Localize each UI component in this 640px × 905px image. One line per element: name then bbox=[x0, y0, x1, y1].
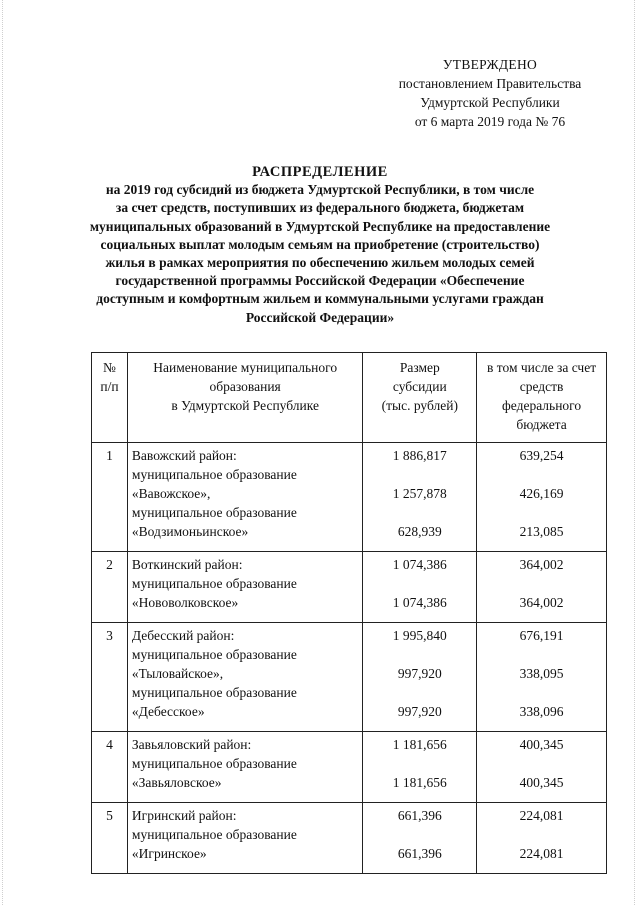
heading-line: социальных выплат молодым семьям на приобретение (строительство) bbox=[100, 236, 540, 252]
heading-line: на 2019 год субсидий из бюджета Удмуртской Республики, в том числе bbox=[105, 182, 535, 198]
approval-line: Удмуртской Республики bbox=[420, 95, 560, 110]
row-number: 4 bbox=[92, 732, 128, 803]
approval-stamp bbox=[370, 55, 610, 131]
subsidy-amount: 1 181,656 1 181,656 bbox=[363, 732, 477, 803]
header-num: № п/п bbox=[92, 353, 128, 443]
table-row bbox=[92, 803, 607, 874]
subsidy-amount: 1 886,817 1 257,878 628,939 bbox=[363, 443, 477, 552]
heading-line: государственной программы Российской Федерации «Обеспечение bbox=[115, 273, 525, 289]
table-row bbox=[92, 732, 607, 803]
subsidy-table bbox=[91, 352, 607, 874]
table-header-row bbox=[92, 353, 607, 443]
table-row bbox=[92, 623, 607, 732]
municipality-name: Завьяловский район: муниципальное образование «Завьяловское» bbox=[127, 732, 362, 803]
scan-right-edge bbox=[634, 0, 636, 905]
federal-amount: 364,002 364,002 bbox=[477, 552, 607, 623]
document-title: РАСПРЕДЕЛЕНИЕ bbox=[252, 164, 388, 180]
scan-left-edge bbox=[2, 0, 4, 905]
table-row bbox=[92, 443, 607, 552]
table-row bbox=[92, 552, 607, 623]
approval-line: постановлением Правительства bbox=[398, 76, 582, 91]
approval-line: от 6 марта 2019 года № 76 bbox=[414, 114, 566, 129]
municipality-name: Вавожский район: муниципальное образование «Вавожское», муниципальное образование «Водзимоньинское» bbox=[127, 443, 362, 552]
document-heading bbox=[80, 163, 560, 327]
row-number: 3 bbox=[92, 623, 128, 732]
row-number: 2 bbox=[92, 552, 128, 623]
heading-line: жилья в рамках мероприятия по обеспечению жильем молодых семей bbox=[105, 255, 535, 271]
municipality-name: Воткинский район: муниципальное образование «Нововолковское» bbox=[127, 552, 362, 623]
heading-line: муниципальных образований в Удмуртской Республике на предоставление bbox=[89, 218, 551, 234]
subsidy-amount: 1 995,840 997,920 997,920 bbox=[363, 623, 477, 732]
subsidy-amount: 1 074,386 1 074,386 bbox=[363, 552, 477, 623]
subsidy-amount: 661,396 661,396 bbox=[363, 803, 477, 874]
header-name: Наименование муниципального образования в Удмуртской Республике bbox=[127, 353, 362, 443]
heading-line: доступным и комфортным жильем и коммунальными услугами граждан bbox=[96, 291, 544, 307]
municipality-name: Игринский район: муниципальное образование «Игринское» bbox=[127, 803, 362, 874]
row-number: 5 bbox=[92, 803, 128, 874]
municipality-name: Дебесский район: муниципальное образование «Тыловайское», муниципальное образование «Дебесское» bbox=[127, 623, 362, 732]
header-amount: Размер субсидии (тыс. рублей) bbox=[363, 353, 477, 443]
heading-line: Российской Федерации» bbox=[245, 309, 395, 325]
heading-line: за счет средств, поступивших из федерального бюджета, бюджетам bbox=[115, 200, 525, 216]
approval-title: УТВЕРЖДЕНО bbox=[442, 57, 538, 72]
federal-amount: 224,081 224,081 bbox=[477, 803, 607, 874]
federal-amount: 400,345 400,345 bbox=[477, 732, 607, 803]
federal-amount: 639,254 426,169 213,085 bbox=[477, 443, 607, 552]
federal-amount: 676,191 338,095 338,096 bbox=[477, 623, 607, 732]
row-number: 1 bbox=[92, 443, 128, 552]
header-federal: в том числе за счет средств федерального бюджета bbox=[477, 353, 607, 443]
